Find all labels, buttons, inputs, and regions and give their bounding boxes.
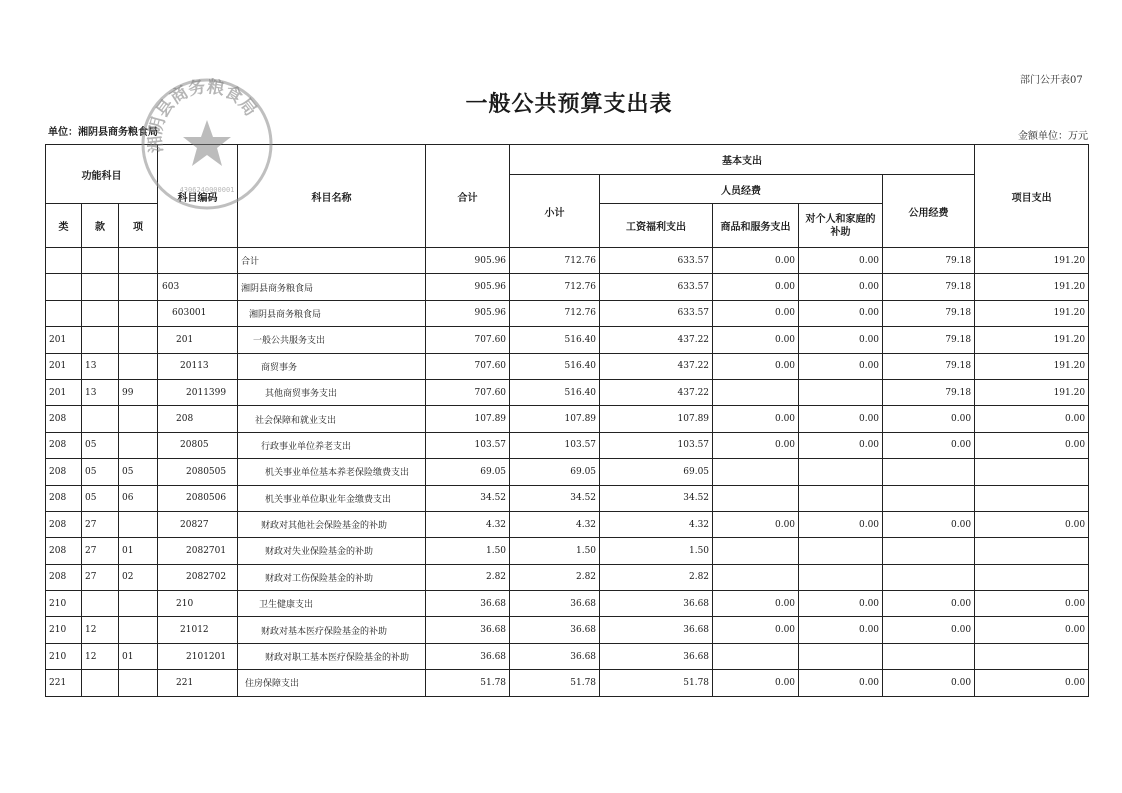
cell-xiang: 05 [119, 459, 158, 485]
cell-xiang [119, 300, 158, 326]
cell-subsidy [799, 379, 883, 405]
cell-subject-code: 2080505 [158, 459, 238, 485]
cell-subject-name: 机关事业单位职业年金缴费支出 [238, 485, 426, 511]
cell-lei: 201 [46, 353, 82, 379]
cell-total: 103.57 [426, 432, 510, 458]
cell-kuan: 05 [82, 432, 119, 458]
header-subject-code: 科目编码 [158, 145, 238, 248]
cell-xiang [119, 511, 158, 537]
amount-unit-label: 金额单位：万元 [1018, 131, 1088, 142]
cell-subject-name: 卫生健康支出 [238, 591, 426, 617]
cell-subject-name: 财政对失业保险基金的补助 [238, 538, 426, 564]
cell-public-use: 0.00 [883, 406, 975, 432]
header-personnel: 人员经费 [600, 175, 883, 204]
cell-public-use: 79.18 [883, 353, 975, 379]
cell-xiang [119, 406, 158, 432]
cell-total: 4.32 [426, 511, 510, 537]
cell-subject-code: 2101201 [158, 643, 238, 669]
cell-wage: 36.68 [600, 591, 713, 617]
cell-subject-code [158, 248, 238, 274]
cell-wage: 2.82 [600, 564, 713, 590]
cell-public-use: 79.18 [883, 379, 975, 405]
cell-kuan [82, 670, 119, 696]
cell-goods: 0.00 [713, 617, 799, 643]
cell-subsidy [799, 643, 883, 669]
cell-goods [713, 538, 799, 564]
cell-subject-name: 财政对职工基本医疗保险基金的补助 [238, 643, 426, 669]
cell-total: 107.89 [426, 406, 510, 432]
cell-wage: 36.68 [600, 643, 713, 669]
cell-subtotal: 4.32 [510, 511, 600, 537]
cell-project: 191.20 [975, 353, 1089, 379]
cell-public-use: 0.00 [883, 617, 975, 643]
cell-subtotal: 516.40 [510, 353, 600, 379]
cell-lei: 208 [46, 485, 82, 511]
cell-total: 707.60 [426, 353, 510, 379]
cell-subject-name: 其他商贸事务支出 [238, 379, 426, 405]
cell-subtotal: 69.05 [510, 459, 600, 485]
cell-public-use: 0.00 [883, 670, 975, 696]
header-subject-name: 科目名称 [238, 145, 426, 248]
cell-goods: 0.00 [713, 511, 799, 537]
cell-subject-code: 2011399 [158, 379, 238, 405]
cell-wage: 107.89 [600, 406, 713, 432]
cell-subject-code: 201 [158, 327, 238, 353]
cell-subsidy [799, 538, 883, 564]
cell-wage: 437.22 [600, 379, 713, 405]
cell-goods [713, 643, 799, 669]
cell-subject-name: 财政对基本医疗保险基金的补助 [238, 617, 426, 643]
cell-subject-code: 208 [158, 406, 238, 432]
cell-xiang: 02 [119, 564, 158, 590]
cell-lei: 201 [46, 379, 82, 405]
cell-lei: 221 [46, 670, 82, 696]
table-row [46, 485, 1089, 511]
table-row [46, 459, 1089, 485]
cell-goods: 0.00 [713, 591, 799, 617]
cell-subtotal: 712.76 [510, 248, 600, 274]
cell-wage: 437.22 [600, 353, 713, 379]
table-row [46, 538, 1089, 564]
cell-project: 191.20 [975, 300, 1089, 326]
cell-xiang: 01 [119, 538, 158, 564]
cell-project [975, 485, 1089, 511]
cell-wage: 36.68 [600, 617, 713, 643]
cell-wage: 69.05 [600, 459, 713, 485]
cell-total: 2.82 [426, 564, 510, 590]
page-title: 一般公共预算支出表 [465, 92, 673, 117]
cell-wage: 103.57 [600, 432, 713, 458]
unit-label: 单位：湘阴县商务粮食局 [48, 127, 158, 138]
cell-subsidy: 0.00 [799, 617, 883, 643]
cell-lei: 201 [46, 327, 82, 353]
cell-kuan: 12 [82, 617, 119, 643]
cell-subject-code: 210 [158, 591, 238, 617]
cell-wage: 633.57 [600, 274, 713, 300]
table-row [46, 432, 1089, 458]
cell-total: 36.68 [426, 591, 510, 617]
cell-subsidy: 0.00 [799, 432, 883, 458]
cell-goods: 0.00 [713, 432, 799, 458]
cell-subtotal: 51.78 [510, 670, 600, 696]
cell-subtotal: 103.57 [510, 432, 600, 458]
cell-wage: 51.78 [600, 670, 713, 696]
header-kuan: 款 [82, 204, 119, 248]
cell-subsidy: 0.00 [799, 300, 883, 326]
cell-lei: 208 [46, 432, 82, 458]
cell-project: 0.00 [975, 617, 1089, 643]
cell-subject-name: 一般公共服务支出 [238, 327, 426, 353]
cell-kuan [82, 591, 119, 617]
cell-kuan [82, 406, 119, 432]
header-subtotal: 小计 [510, 175, 600, 248]
cell-goods: 0.00 [713, 327, 799, 353]
cell-public-use: 79.18 [883, 300, 975, 326]
stamp-text: 湘阴县商务粮食局 [145, 77, 261, 154]
header-wage: 工资福利支出 [600, 204, 713, 248]
cell-xiang: 01 [119, 643, 158, 669]
cell-lei: 210 [46, 617, 82, 643]
cell-total: 707.60 [426, 327, 510, 353]
cell-subsidy: 0.00 [799, 670, 883, 696]
cell-subject-name: 商贸事务 [238, 353, 426, 379]
cell-subject-name: 住房保障支出 [238, 670, 426, 696]
cell-public-use: 0.00 [883, 591, 975, 617]
cell-lei: 208 [46, 511, 82, 537]
table-row [46, 564, 1089, 590]
cell-kuan: 13 [82, 353, 119, 379]
cell-project: 191.20 [975, 248, 1089, 274]
cell-subject-name: 湘阴县商务粮食局 [238, 274, 426, 300]
cell-goods [713, 459, 799, 485]
cell-public-use: 79.18 [883, 327, 975, 353]
cell-total: 905.96 [426, 300, 510, 326]
cell-xiang [119, 353, 158, 379]
cell-kuan: 27 [82, 511, 119, 537]
cell-public-use: 79.18 [883, 248, 975, 274]
cell-xiang [119, 670, 158, 696]
cell-project [975, 459, 1089, 485]
cell-subsidy: 0.00 [799, 274, 883, 300]
cell-public-use [883, 564, 975, 590]
header-public-use: 公用经费 [883, 175, 975, 248]
table-row [46, 274, 1089, 300]
cell-subtotal: 34.52 [510, 485, 600, 511]
cell-goods: 0.00 [713, 670, 799, 696]
cell-project [975, 564, 1089, 590]
header-func-subject: 功能科目 [46, 145, 158, 204]
form-code: 部门公开表07 [1020, 75, 1083, 86]
header-lei: 类 [46, 204, 82, 248]
cell-subsidy: 0.00 [799, 511, 883, 537]
header-xiang: 项 [119, 204, 158, 248]
cell-subtotal: 36.68 [510, 591, 600, 617]
cell-subtotal: 36.68 [510, 643, 600, 669]
cell-public-use [883, 485, 975, 511]
cell-lei: 208 [46, 406, 82, 432]
cell-public-use [883, 538, 975, 564]
cell-total: 905.96 [426, 274, 510, 300]
cell-xiang [119, 591, 158, 617]
cell-xiang: 99 [119, 379, 158, 405]
cell-subtotal: 2.82 [510, 564, 600, 590]
cell-public-use: 79.18 [883, 274, 975, 300]
table-row [46, 643, 1089, 669]
cell-subject-code: 2082702 [158, 564, 238, 590]
cell-lei: 210 [46, 643, 82, 669]
cell-kuan [82, 274, 119, 300]
cell-subsidy: 0.00 [799, 248, 883, 274]
cell-project: 191.20 [975, 274, 1089, 300]
cell-subject-name: 湘阴县商务粮食局 [238, 300, 426, 326]
cell-xiang [119, 432, 158, 458]
cell-subject-code: 221 [158, 670, 238, 696]
cell-total: 1.50 [426, 538, 510, 564]
cell-total: 34.52 [426, 485, 510, 511]
cell-goods [713, 485, 799, 511]
cell-total: 36.68 [426, 643, 510, 669]
cell-goods: 0.00 [713, 248, 799, 274]
cell-subject-name: 社会保障和就业支出 [238, 406, 426, 432]
cell-goods [713, 379, 799, 405]
cell-project: 0.00 [975, 511, 1089, 537]
table-row [46, 511, 1089, 537]
cell-kuan: 27 [82, 564, 119, 590]
cell-lei: 210 [46, 591, 82, 617]
cell-total: 905.96 [426, 248, 510, 274]
cell-project: 0.00 [975, 591, 1089, 617]
cell-project [975, 643, 1089, 669]
cell-project: 0.00 [975, 432, 1089, 458]
table-row [46, 591, 1089, 617]
cell-goods: 0.00 [713, 353, 799, 379]
cell-total: 707.60 [426, 379, 510, 405]
header-goods: 商品和服务支出 [713, 204, 799, 248]
cell-subtotal: 712.76 [510, 300, 600, 326]
cell-lei: 208 [46, 564, 82, 590]
cell-subject-name: 合计 [238, 248, 426, 274]
cell-wage: 1.50 [600, 538, 713, 564]
header-basic-expense: 基本支出 [510, 145, 975, 175]
cell-project: 0.00 [975, 670, 1089, 696]
cell-project: 0.00 [975, 406, 1089, 432]
cell-xiang: 06 [119, 485, 158, 511]
cell-wage: 633.57 [600, 248, 713, 274]
cell-lei: 208 [46, 538, 82, 564]
cell-subsidy [799, 564, 883, 590]
cell-subsidy: 0.00 [799, 353, 883, 379]
header-total: 合计 [426, 145, 510, 248]
cell-subject-name: 行政事业单位养老支出 [238, 432, 426, 458]
cell-subtotal: 107.89 [510, 406, 600, 432]
cell-subject-code: 20113 [158, 353, 238, 379]
cell-project: 191.20 [975, 379, 1089, 405]
header-subsidy: 对个人和家庭的补助 [799, 204, 883, 248]
cell-subsidy [799, 459, 883, 485]
cell-subtotal: 516.40 [510, 327, 600, 353]
cell-subject-code: 2082701 [158, 538, 238, 564]
cell-public-use [883, 643, 975, 669]
cell-total: 69.05 [426, 459, 510, 485]
cell-subject-code: 603001 [158, 300, 238, 326]
cell-lei [46, 248, 82, 274]
cell-subsidy: 0.00 [799, 327, 883, 353]
table-row [46, 327, 1089, 353]
cell-wage: 34.52 [600, 485, 713, 511]
cell-subject-code: 20827 [158, 511, 238, 537]
cell-total: 51.78 [426, 670, 510, 696]
cell-xiang [119, 327, 158, 353]
cell-subject-name: 财政对工伤保险基金的补助 [238, 564, 426, 590]
cell-subject-code: 20805 [158, 432, 238, 458]
cell-subject-code: 603 [158, 274, 238, 300]
cell-kuan: 05 [82, 485, 119, 511]
cell-public-use [883, 459, 975, 485]
table-body [46, 248, 1089, 697]
cell-goods: 0.00 [713, 274, 799, 300]
cell-subtotal: 516.40 [510, 379, 600, 405]
cell-kuan: 05 [82, 459, 119, 485]
cell-subtotal: 712.76 [510, 274, 600, 300]
cell-xiang [119, 274, 158, 300]
table-row [46, 248, 1089, 274]
cell-project: 191.20 [975, 327, 1089, 353]
cell-public-use: 0.00 [883, 432, 975, 458]
cell-subsidy [799, 485, 883, 511]
cell-kuan [82, 300, 119, 326]
cell-subsidy: 0.00 [799, 591, 883, 617]
cell-kuan: 12 [82, 643, 119, 669]
cell-lei: 208 [46, 459, 82, 485]
cell-lei [46, 300, 82, 326]
cell-kuan [82, 248, 119, 274]
cell-kuan [82, 327, 119, 353]
cell-total: 36.68 [426, 617, 510, 643]
cell-kuan: 13 [82, 379, 119, 405]
cell-wage: 4.32 [600, 511, 713, 537]
cell-subject-code: 21012 [158, 617, 238, 643]
cell-public-use: 0.00 [883, 511, 975, 537]
cell-subtotal: 36.68 [510, 617, 600, 643]
cell-wage: 437.22 [600, 327, 713, 353]
cell-subject-name: 机关事业单位基本养老保险缴费支出 [238, 459, 426, 485]
stamp-number: 4306240000001 [179, 186, 235, 194]
table-row [46, 353, 1089, 379]
cell-subtotal: 1.50 [510, 538, 600, 564]
cell-kuan: 27 [82, 538, 119, 564]
cell-goods: 0.00 [713, 300, 799, 326]
cell-xiang [119, 248, 158, 274]
cell-subsidy: 0.00 [799, 406, 883, 432]
cell-subject-name: 财政对其他社会保险基金的补助 [238, 511, 426, 537]
cell-goods: 0.00 [713, 406, 799, 432]
table-row [46, 406, 1089, 432]
cell-subject-code: 2080506 [158, 485, 238, 511]
table-row [46, 617, 1089, 643]
table-row [46, 300, 1089, 326]
budget-table [45, 144, 1089, 697]
table-row [46, 379, 1089, 405]
cell-xiang [119, 617, 158, 643]
cell-lei [46, 274, 82, 300]
header-project: 项目支出 [975, 145, 1089, 248]
cell-goods [713, 564, 799, 590]
cell-wage: 633.57 [600, 300, 713, 326]
table-row [46, 670, 1089, 696]
cell-project [975, 538, 1089, 564]
